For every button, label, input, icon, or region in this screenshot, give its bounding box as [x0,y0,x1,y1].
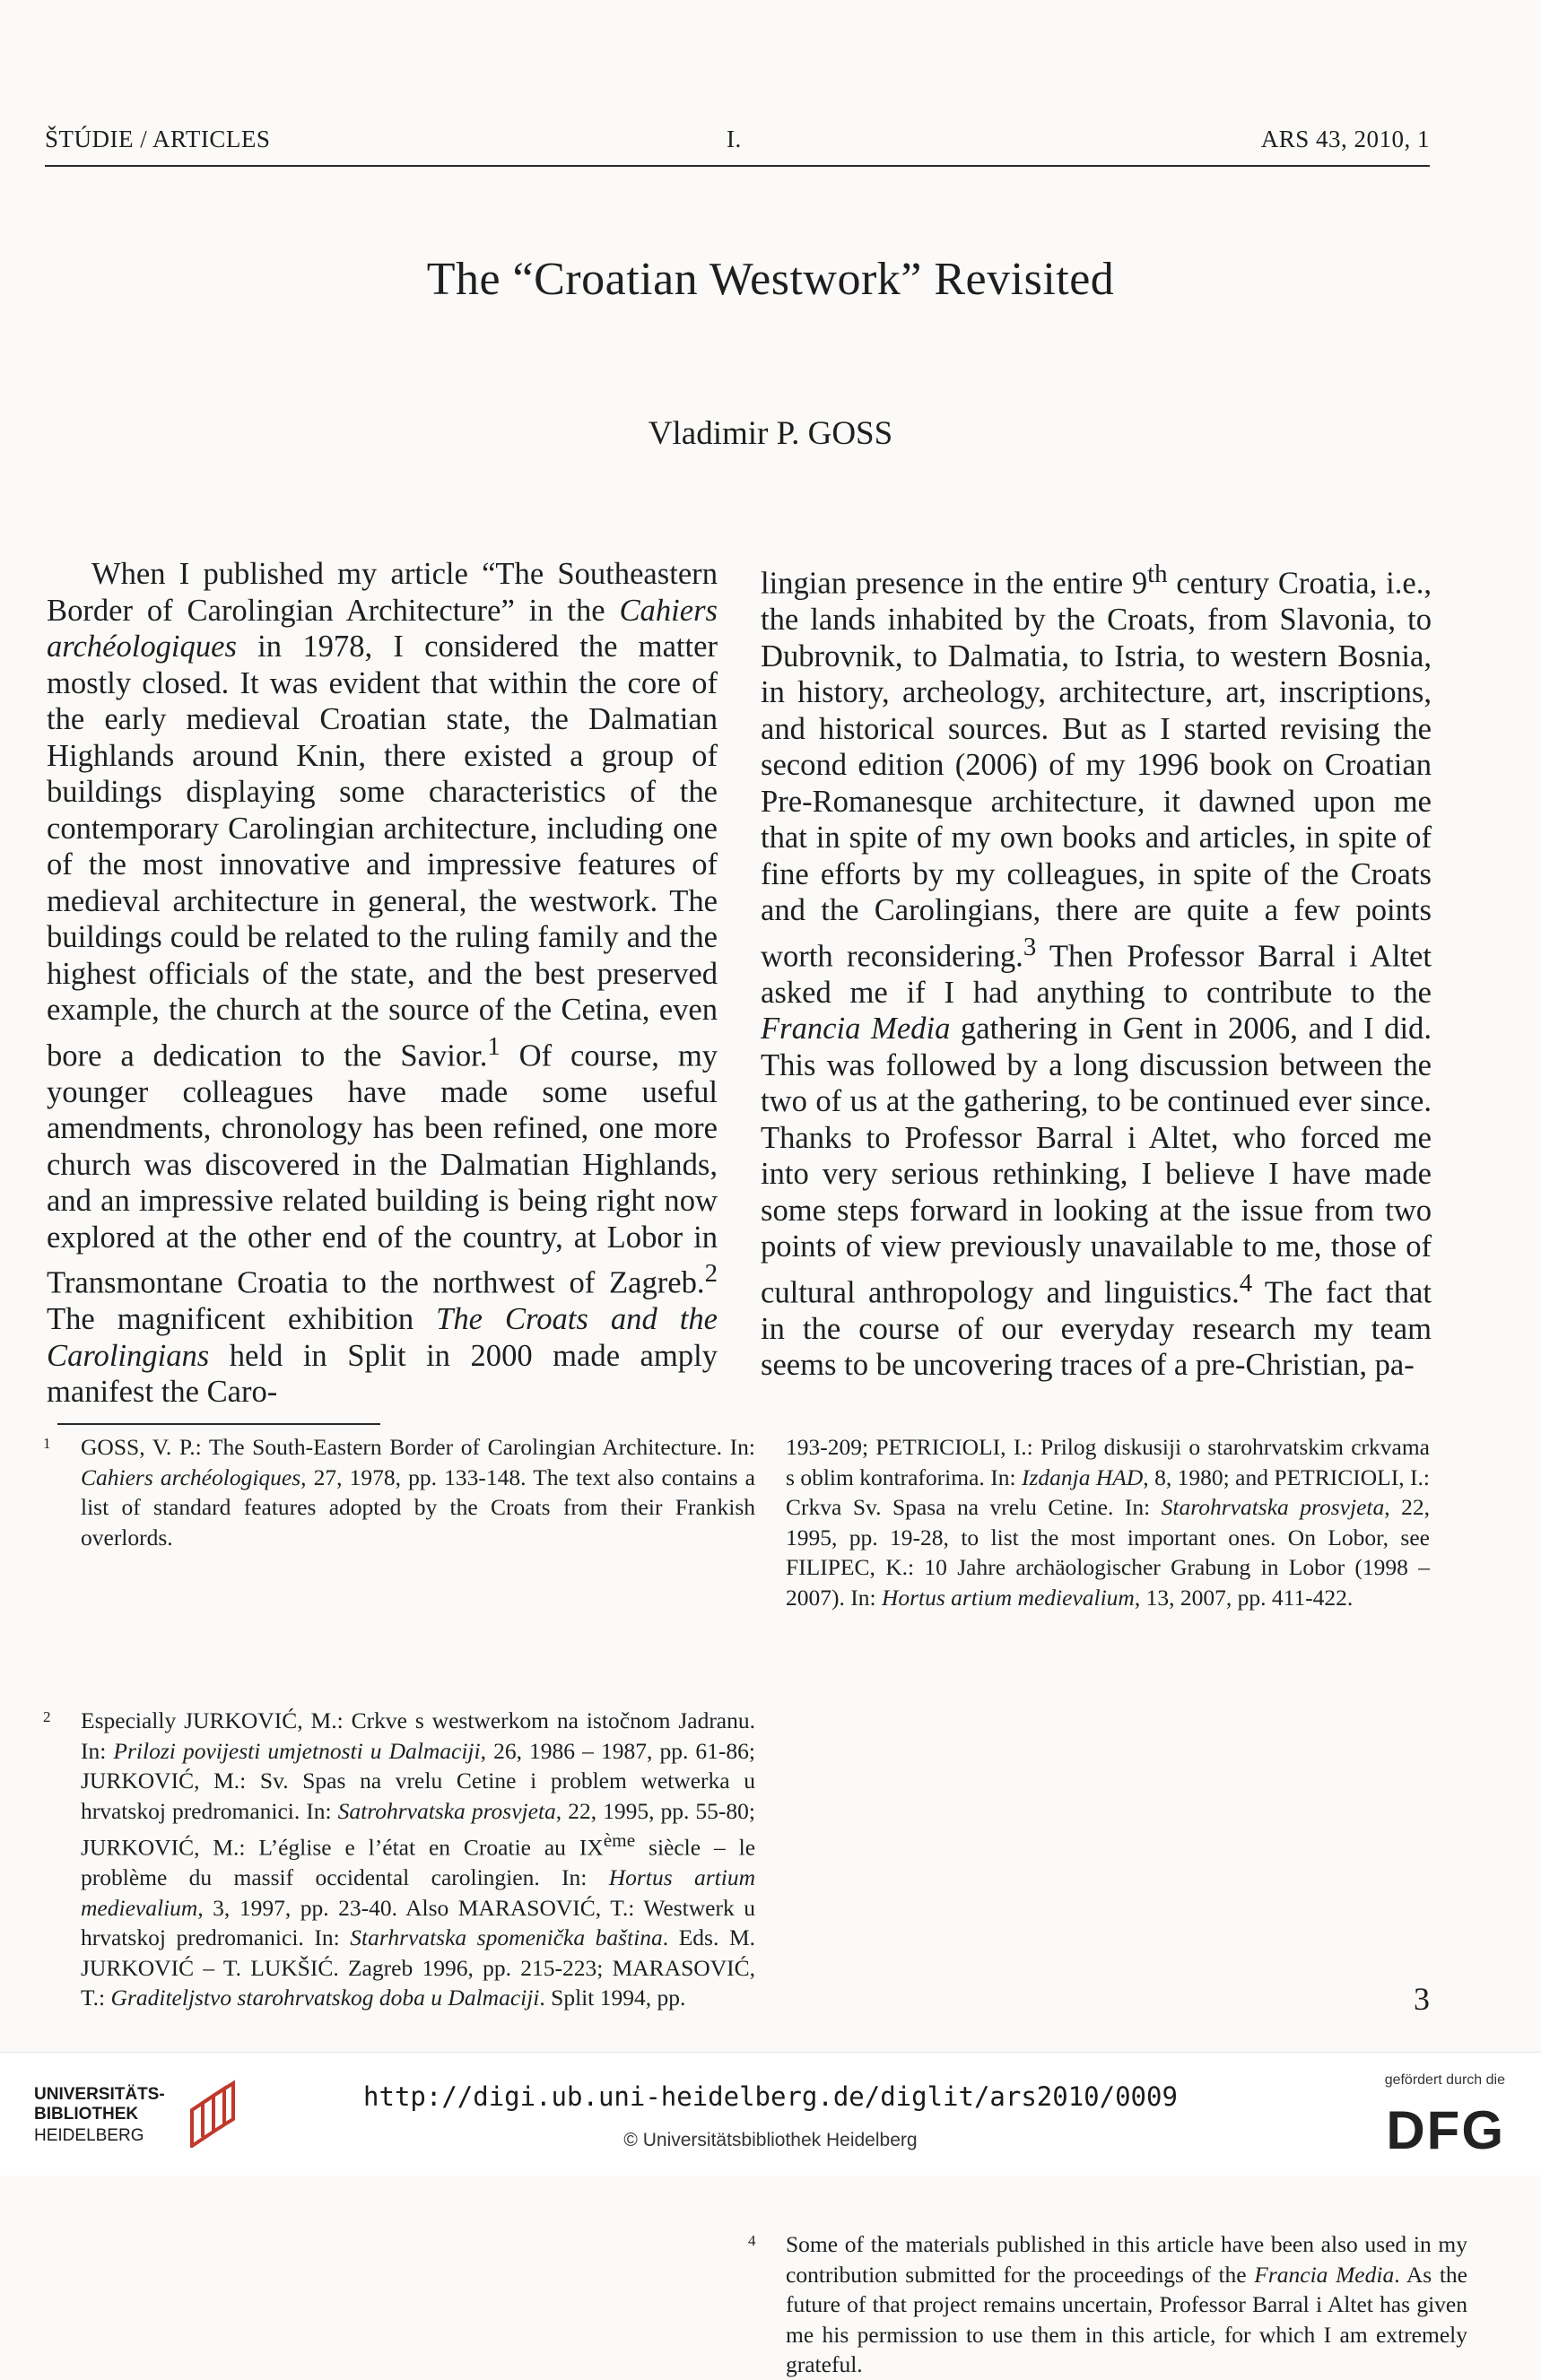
running-head-part: I. [727,126,742,152]
footnote-ref-2[interactable]: 2 [704,1259,718,1289]
running-head-section: ŠTÚDIE / ARTICLES [45,126,271,152]
library-name-line-3: HEIDELBERG [34,2126,144,2145]
footnote-number: 2 [43,1708,51,1725]
running-head-journal: ARS 43, 2010, 1 [1260,126,1430,152]
dfg-logo-icon: DFG [1386,2100,1505,2160]
footnote-number: 1 [43,1435,51,1452]
footnote-ref-4[interactable]: 4 [1239,1268,1253,1298]
journal-title: Cahiers archéologiques [47,593,718,664]
article-title: The “Croatian Westwork” Revisited [426,254,1115,305]
footnote-4: 4 Some of the materials published in this article have been also used in my contribution submitted for the proceedings of the Francia Media. As the future of that project remains uncertain, Professor Barral i Altet has given me his permission to use them in this article, for which I am extremely grateful. [748,2229,1467,2380]
footnote-1: 1 GOSS, V. P.: The South-Eastern Border of Carolingian Architecture. In: Cahiers archéologiques, 27, 1978, pp. 133-148. The text also contains a list of standard features adopted by the Croats from their Frankish overlords. [43,1432,755,1552]
dfg-funding-logo[interactable] [1344,2063,1505,2162]
body-column-left [47,556,718,1411]
footnote-2: 2 Especially JURKOVIĆ, M.: Crkve s westwerkom na istočnom Jadranu. In: Prilozi povijesti umjetnosti u Dalmaciji, 26, 1986 – 1987, pp. 61-86; JURKOVIĆ, M.: Sv. Spas na vrelu Cetine i problem wetwerka u hrvatskoj predromanici. In: Satrohrvatska prosvjeta, 22, 1995, pp. 55-80; JURKOVIĆ, M.: L’église e l’état en Croatie au IXème siècle – le problème du massif occidental carolingien. In: Hortus artium medievalium, 3, 1997, pp. 23-40. Also MARASOVIĆ, T.: Westwerk u hrvatskoj predromanici. In: Starhrvatska spomenička baština. Eds. M. JURKOVIĆ – T. LUKŠIĆ. Zagreb 1996, pp. 215-223; MARASOVIĆ, T.: Graditeljstvo starohrvatskog doba u Dalmaciji. Split 1994, pp. [43,1706,755,2013]
source-url-link[interactable]: http://digi.ub.uni-heidelberg.de/diglit/ars2010/0009 [363,2081,1178,2112]
page-number: 3 [1414,1981,1430,2017]
body-paragraph: lingian presence in the entire 9th century Croatia, i.e., the lands inhabited by the Croats, from Slavonia, to Dubrovnik, to Dalmatia, to Istria, to western Bosnia, in history, archeology, architecture, art, inscriptions, and historical sources. But as I started revising the second edition (2006) of my 1996 book on Croatian Pre-Romanesque architecture, it dawned upon me that in spite of my own books and articles, in spite of fine efforts by my colleagues, in spite of the Croats and the Carolingians, there are quite a few points worth reconsidering.$^3$ Then Professor Barral i Altet asked me if I had anything to contribute to the Francia Media gathering in Gent in 2006, and I did. This was followed by a long discussion between the two of us at the gathering, to be continued ever since. Thanks to Professor Barral i Altet, who forced me into very serious rethinking, I believe I have made some steps forward in looking at the issue from two points of view previously unavailable to me, those of cultural anthropology and linguistics.$^4$ The fact that in the course of our everyday research my team seems to be uncovering traces of a pre-Christian, pa- [761,560,1432,1383]
gathering-title: Francia Media [761,1012,951,1047]
copyright-notice: © Universitätsbibliothek Heidelberg [623,2130,918,2150]
library-name-line-2: BIBLIOTHEK [34,2105,139,2124]
funded-by-label: gefördert durch die [1384,2072,1505,2088]
footnote-ref-1[interactable]: 1 [487,1031,501,1061]
digitization-footer [0,2052,1541,2176]
body-paragraph: When I published my article “The Southeastern Border of Carolingian Architecture” in the Cahiers archéologiques in 1978, I considered the matter mostly closed. It was evident that within the core of the early medieval Croatian state, the Dalmatian Highlands around Knin, there existed a group of buildings displaying some characteristics of the contemporary Carolingian architecture, including one of the most innovative and impressive features of medieval architecture in general, the westwork. The buildings could be related to the ruling family and the highest officials of the state, and the best preserved example, the church at the source of the Cetina, even bore a dedication to the Savior.$^1$ Of course, my younger colleagues have made some useful amendments, chronology has been refined, one more church was discovered in the Dalmatian Highlands, and an impressive related building is being right now explored at the other end of the country, at Lobor in Transmontane Croatia to the northwest of Zagreb.$^2$ The magnificent exhibition The Croats and the Carolingians held in Split in 2000 made amply manifest the Caro- [47,557,718,1410]
library-name-line-1: UNIVERSITÄTS- [34,2085,165,2104]
body-column-right [761,556,1432,1384]
exhibition-title: The Croats and the Carolingians [47,1302,718,1373]
footnote-ref-3[interactable]: 3 [1023,932,1037,961]
article-author: Vladimir P. GOSS [648,415,893,452]
running-head [45,126,1430,167]
footnote-rule [57,1423,380,1425]
footnote-number: 4 [748,2232,756,2249]
footnote-2-continuation: 193-209; PETRICIOLI, I.: Prilog diskusiji o starohrvatskim crkvama s oblim kontraforima. In: Izdanja HAD, 8, 1980; and PETRICIOLI, I.: Crkva Sv. Spasa na vrelu Cetine. In: Starohrvatska prosvjeta, 22, 1995, pp. 19-28, to list the most important ones. On Lobor, see FILIPEC, K.: 10 Jahre archäologischer Grabung in Lobor (1998 – 2007). In: Hortus artium medievalium, 13, 2007, pp. 411-422. [786,1434,1430,1611]
